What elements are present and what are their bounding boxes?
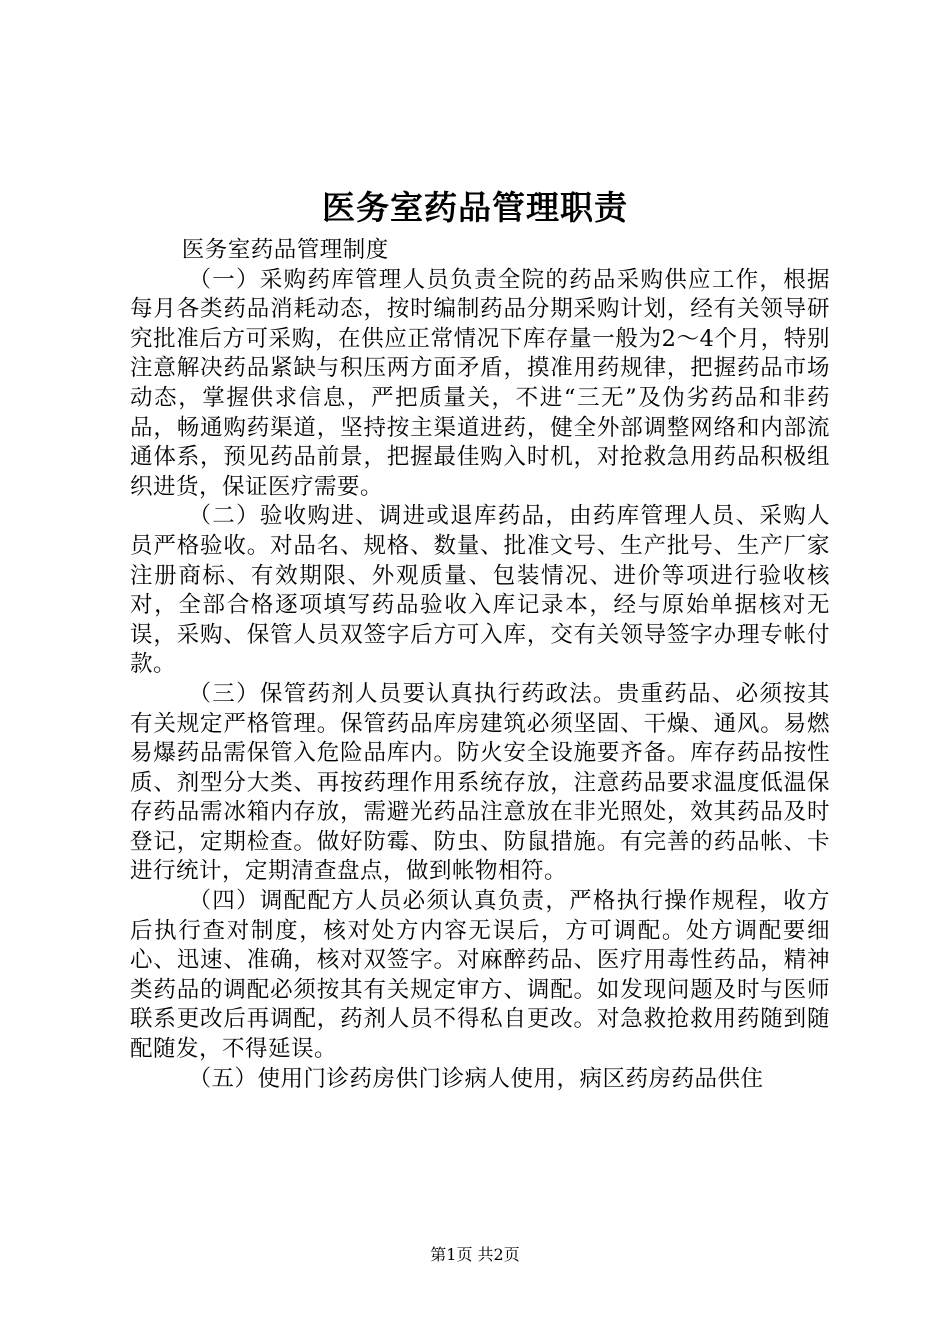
paragraph-procurement: （一）采购药库管理人员负责全院的药品采购供应工作，根据每月各类药品消耗动态，按时编制药品分期采购计划，经有关领导研究批准后方可采购，在供应正常情况下库存量一般为2～4个月，特别注意解决药品紧缺与积压两方面矛盾，摸准用药规律，把握药品市场动态，掌握供求信息，严把质量关，不进“三无”及伪劣药品和非药品，畅通购药渠道，坚持按主渠道进药，健全外部调整网络和内部流通体系，预见药品前景，把握最佳购入时机，对抢救急用药品积极组织进货，保证医疗需要。 [130,266,830,500]
page-number: 第1页 共2页 [430,1245,520,1264]
document-subtitle: 医务室药品管理制度 [181,237,389,263]
paragraph-storage: （三）保管药剂人员要认真执行药政法。贵重药品、必须按其有关规定严格管理。保管药品库房建筑必须坚固、干燥、通风。易燃易爆药品需保管入危险品库内。防火安全设施要齐备。库存药品按性质、剂型分大类、再按药理作用系统存放，注意药品要求温度低温保存药品需冰箱内存放，需避光药品注意放在非光照处，效其药品及时登记，定期检查。做好防霉、防虫、防鼠措施。有完善的药品帐、卡进行统计，定期清查盘点，做到帐物相符。 [130,680,830,885]
paragraph-usage: （五）使用门诊药房供门诊病人使用，病区药房药品供住 [188,1065,764,1092]
page-title: 医务室药品管理职责 [322,188,628,227]
paragraph-inspection: （二）验收购进、调进或退库药品，由药库管理人员、采购人员严格验收。对品名、规格、数量、批准文号、生产批号、生产厂家注册商标、有效期限、外观质量、包装情况、进价等项进行验收核对，全部合格逐项填写药品验收入库记录本，经与原始单据核对无误，采购、保管人员双签字后方可入库，交有关领导签字办理专帐付款。 [130,503,830,678]
document-body [130,236,830,1094]
paragraph-dispensing: （四）调配配方人员必须认真负责，严格执行操作规程，收方后执行查对制度，核对处方内容无误后，方可调配。处方调配要细心、迅速、准确，核对双签字。对麻醉药品、医疗用毒性药品，精神类药品的调配必须按其有关规定审方、调配。如发现问题及时与医师联系更改后再调配，药剂人员不得私自更改。对急救抢救用药随到随配随发，不得延误。 [130,888,830,1063]
